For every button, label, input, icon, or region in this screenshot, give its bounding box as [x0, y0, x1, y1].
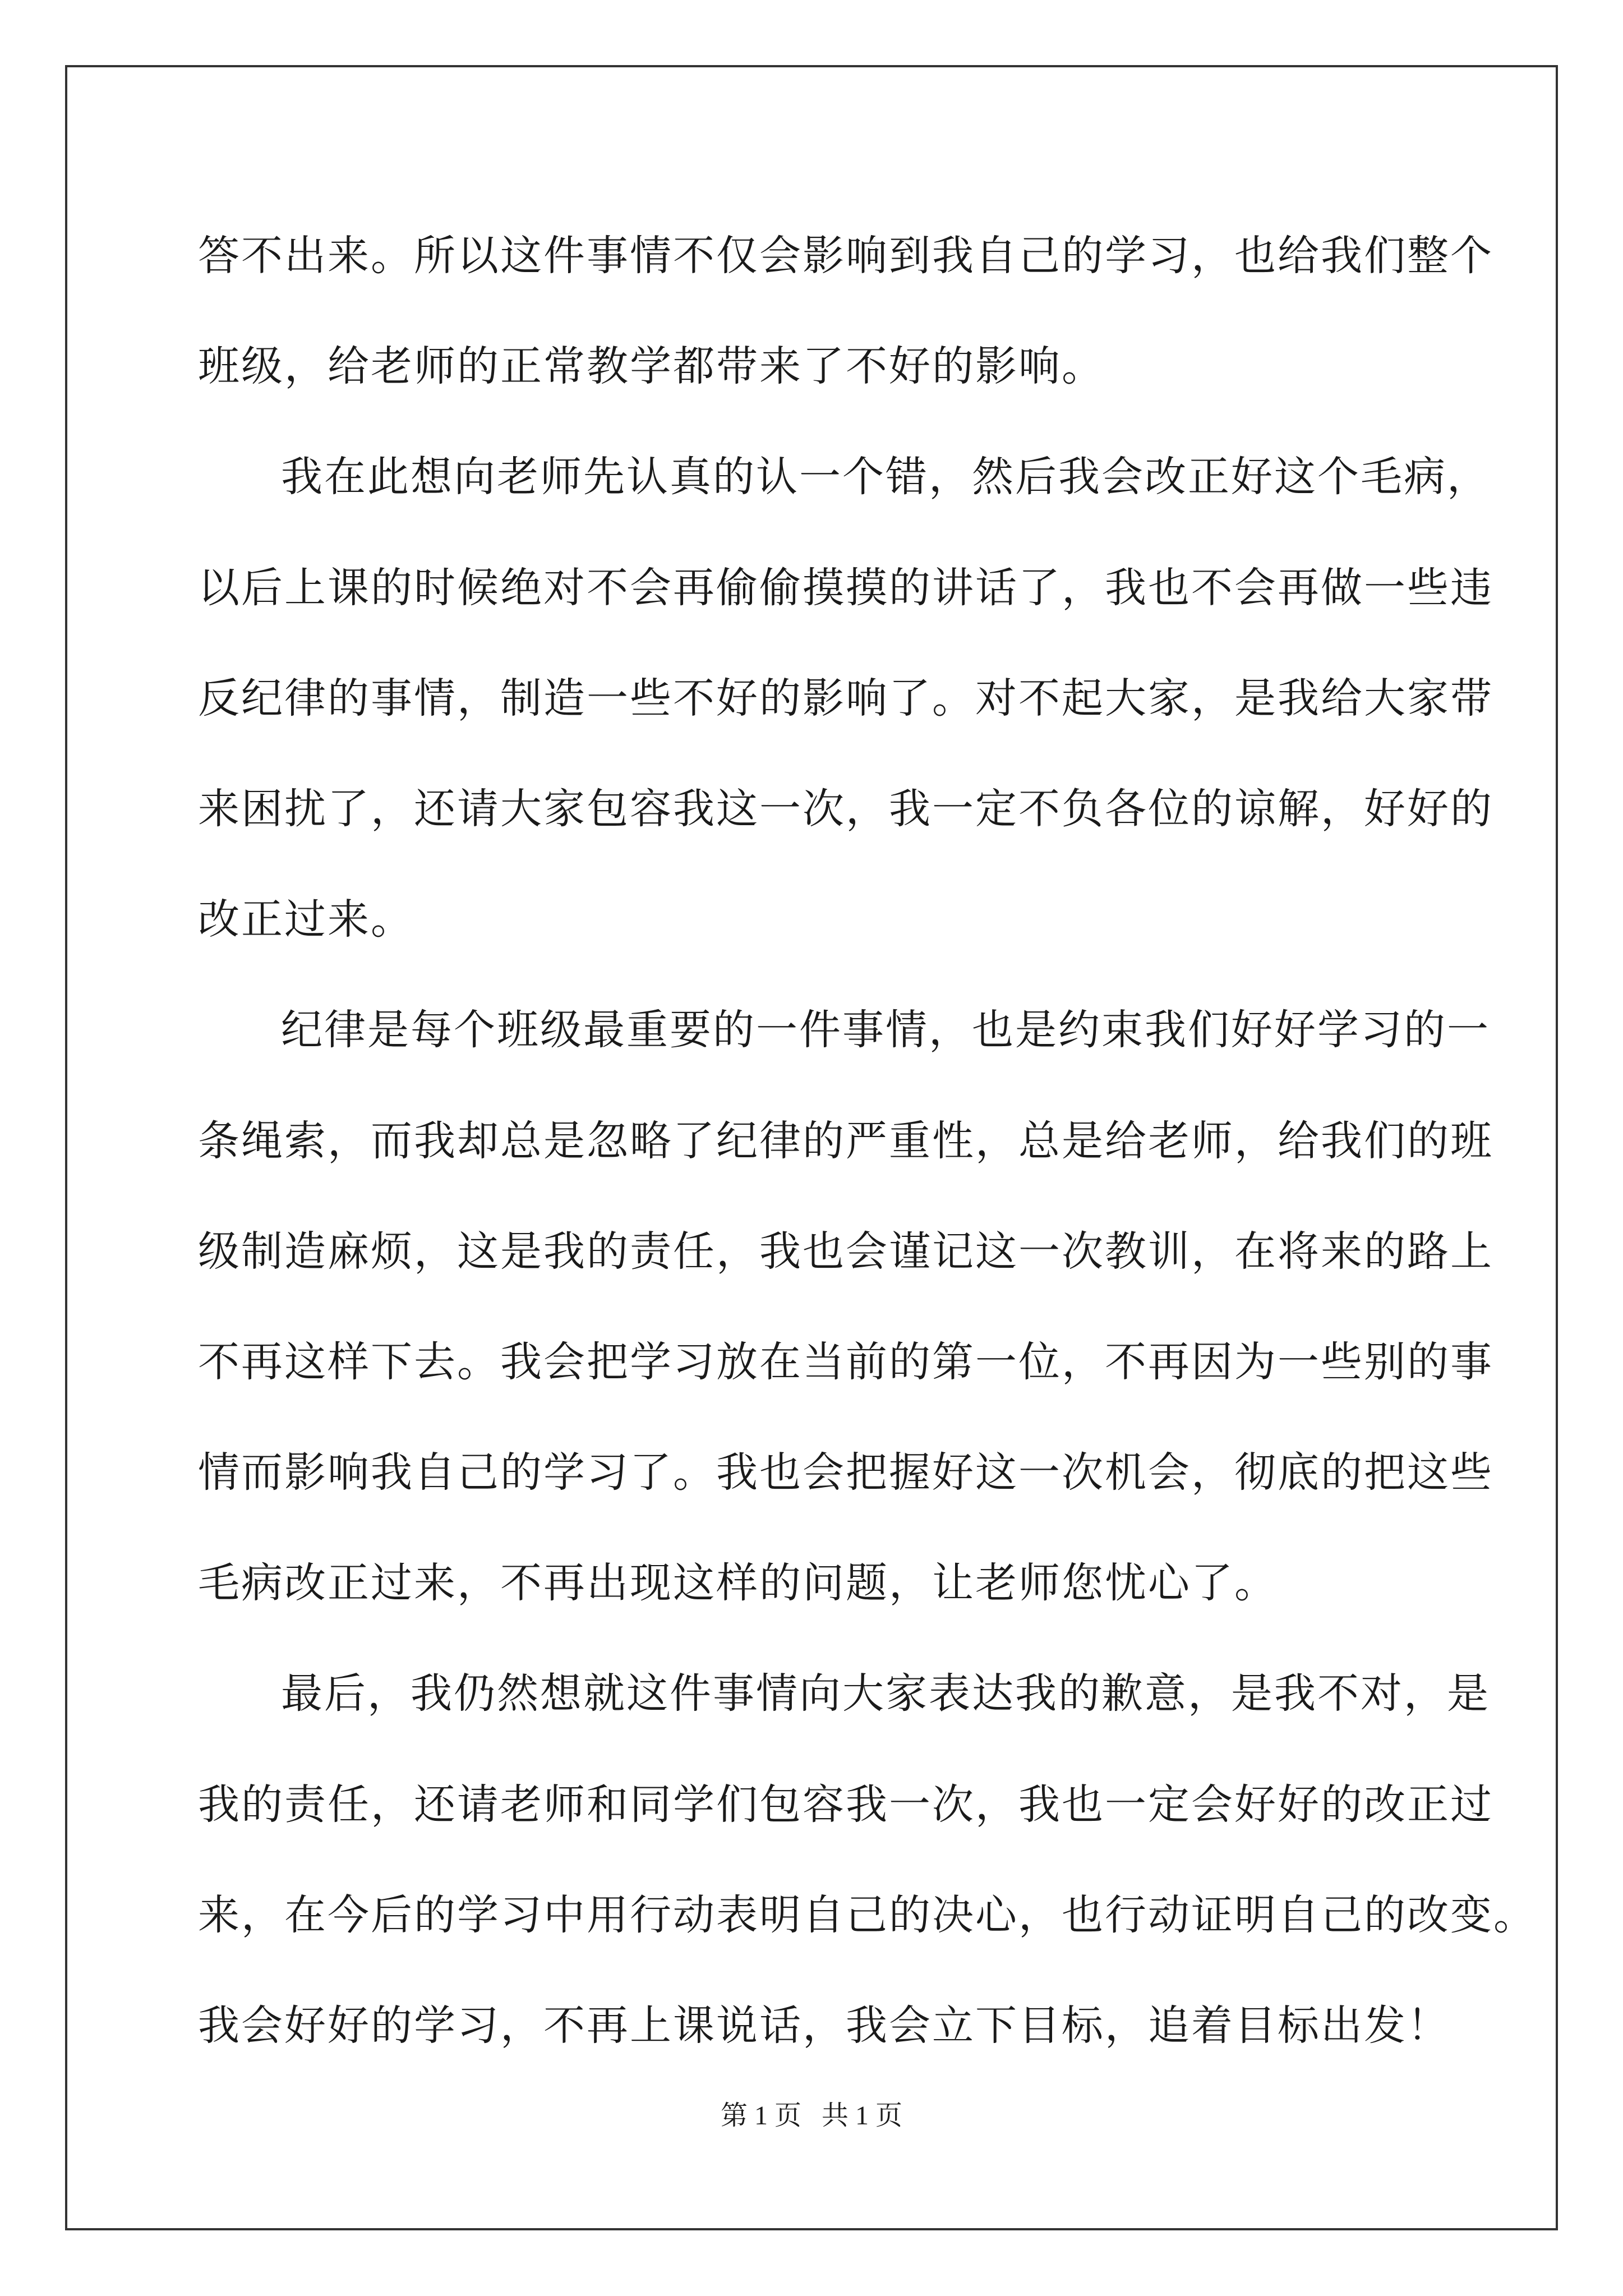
text-line: 级制造麻烦，这是我的责任，我也会谨记这一次教训，在将来的路上: [198, 1227, 1493, 1276]
text-line: 以后上课的时候绝对不会再偷偷摸摸的讲话了，我也不会再做一些违: [198, 563, 1493, 612]
document-body: [198, 201, 1537, 2081]
text-line: 毛病改正过来，不再出现这样的问题，让老师您忧心了。: [198, 1559, 1278, 1608]
text-line: 条绳索，而我却总是忽略了纪律的严重性，总是给老师，给我们的班: [198, 1116, 1493, 1165]
text-line: 来困扰了，还请大家包容我这一次，我一定不负各位的谅解，好好的: [198, 784, 1493, 833]
text-line: 情而影响我自己的学习了。我也会把握好这一次机会，彻底的把这些: [198, 1448, 1493, 1497]
text-line: 纪律是每个班级最重要的一件事情，也是约束我们好好学习的一: [281, 1006, 1490, 1055]
text-line: 我在此想向老师先认真的认一个错，然后我会改正好这个毛病，: [281, 453, 1490, 501]
text-line: 我会好好的学习，不再上课说话，我会立下目标，追着目标出发！: [198, 2001, 1450, 2050]
paragraph: [198, 422, 1493, 975]
text-line: 答不出来。所以这件事情不仅会影响到我自己的学习，也给我们整个: [198, 232, 1493, 280]
text-line: 改正过来。: [198, 895, 414, 944]
paragraph: [198, 201, 1493, 422]
paragraph: [198, 1639, 1537, 2081]
text-line: 来，在今后的学习中用行动表明自己的决心，也行动证明自己的改变。: [198, 1890, 1537, 1939]
text-line: 反纪律的事情，制造一些不好的影响了。对不起大家，是我给大家带: [198, 674, 1493, 723]
text-line: 我的责任，还请老师和同学们包容我一次，我也一定会好好的改正过: [198, 1780, 1493, 1829]
paragraph: [198, 975, 1493, 1639]
text-line: 不再这样下去。我会把学习放在当前的第一位，不再因为一些别的事: [198, 1337, 1493, 1386]
text-line: 班级，给老师的正常教学都带来了不好的影响。: [198, 342, 1105, 391]
page-footer: 第 1 页 共 1 页: [720, 2101, 902, 2131]
text-line: 最后，我仍然想就这件事情向大家表达我的歉意，是我不对，是: [281, 1669, 1490, 1718]
